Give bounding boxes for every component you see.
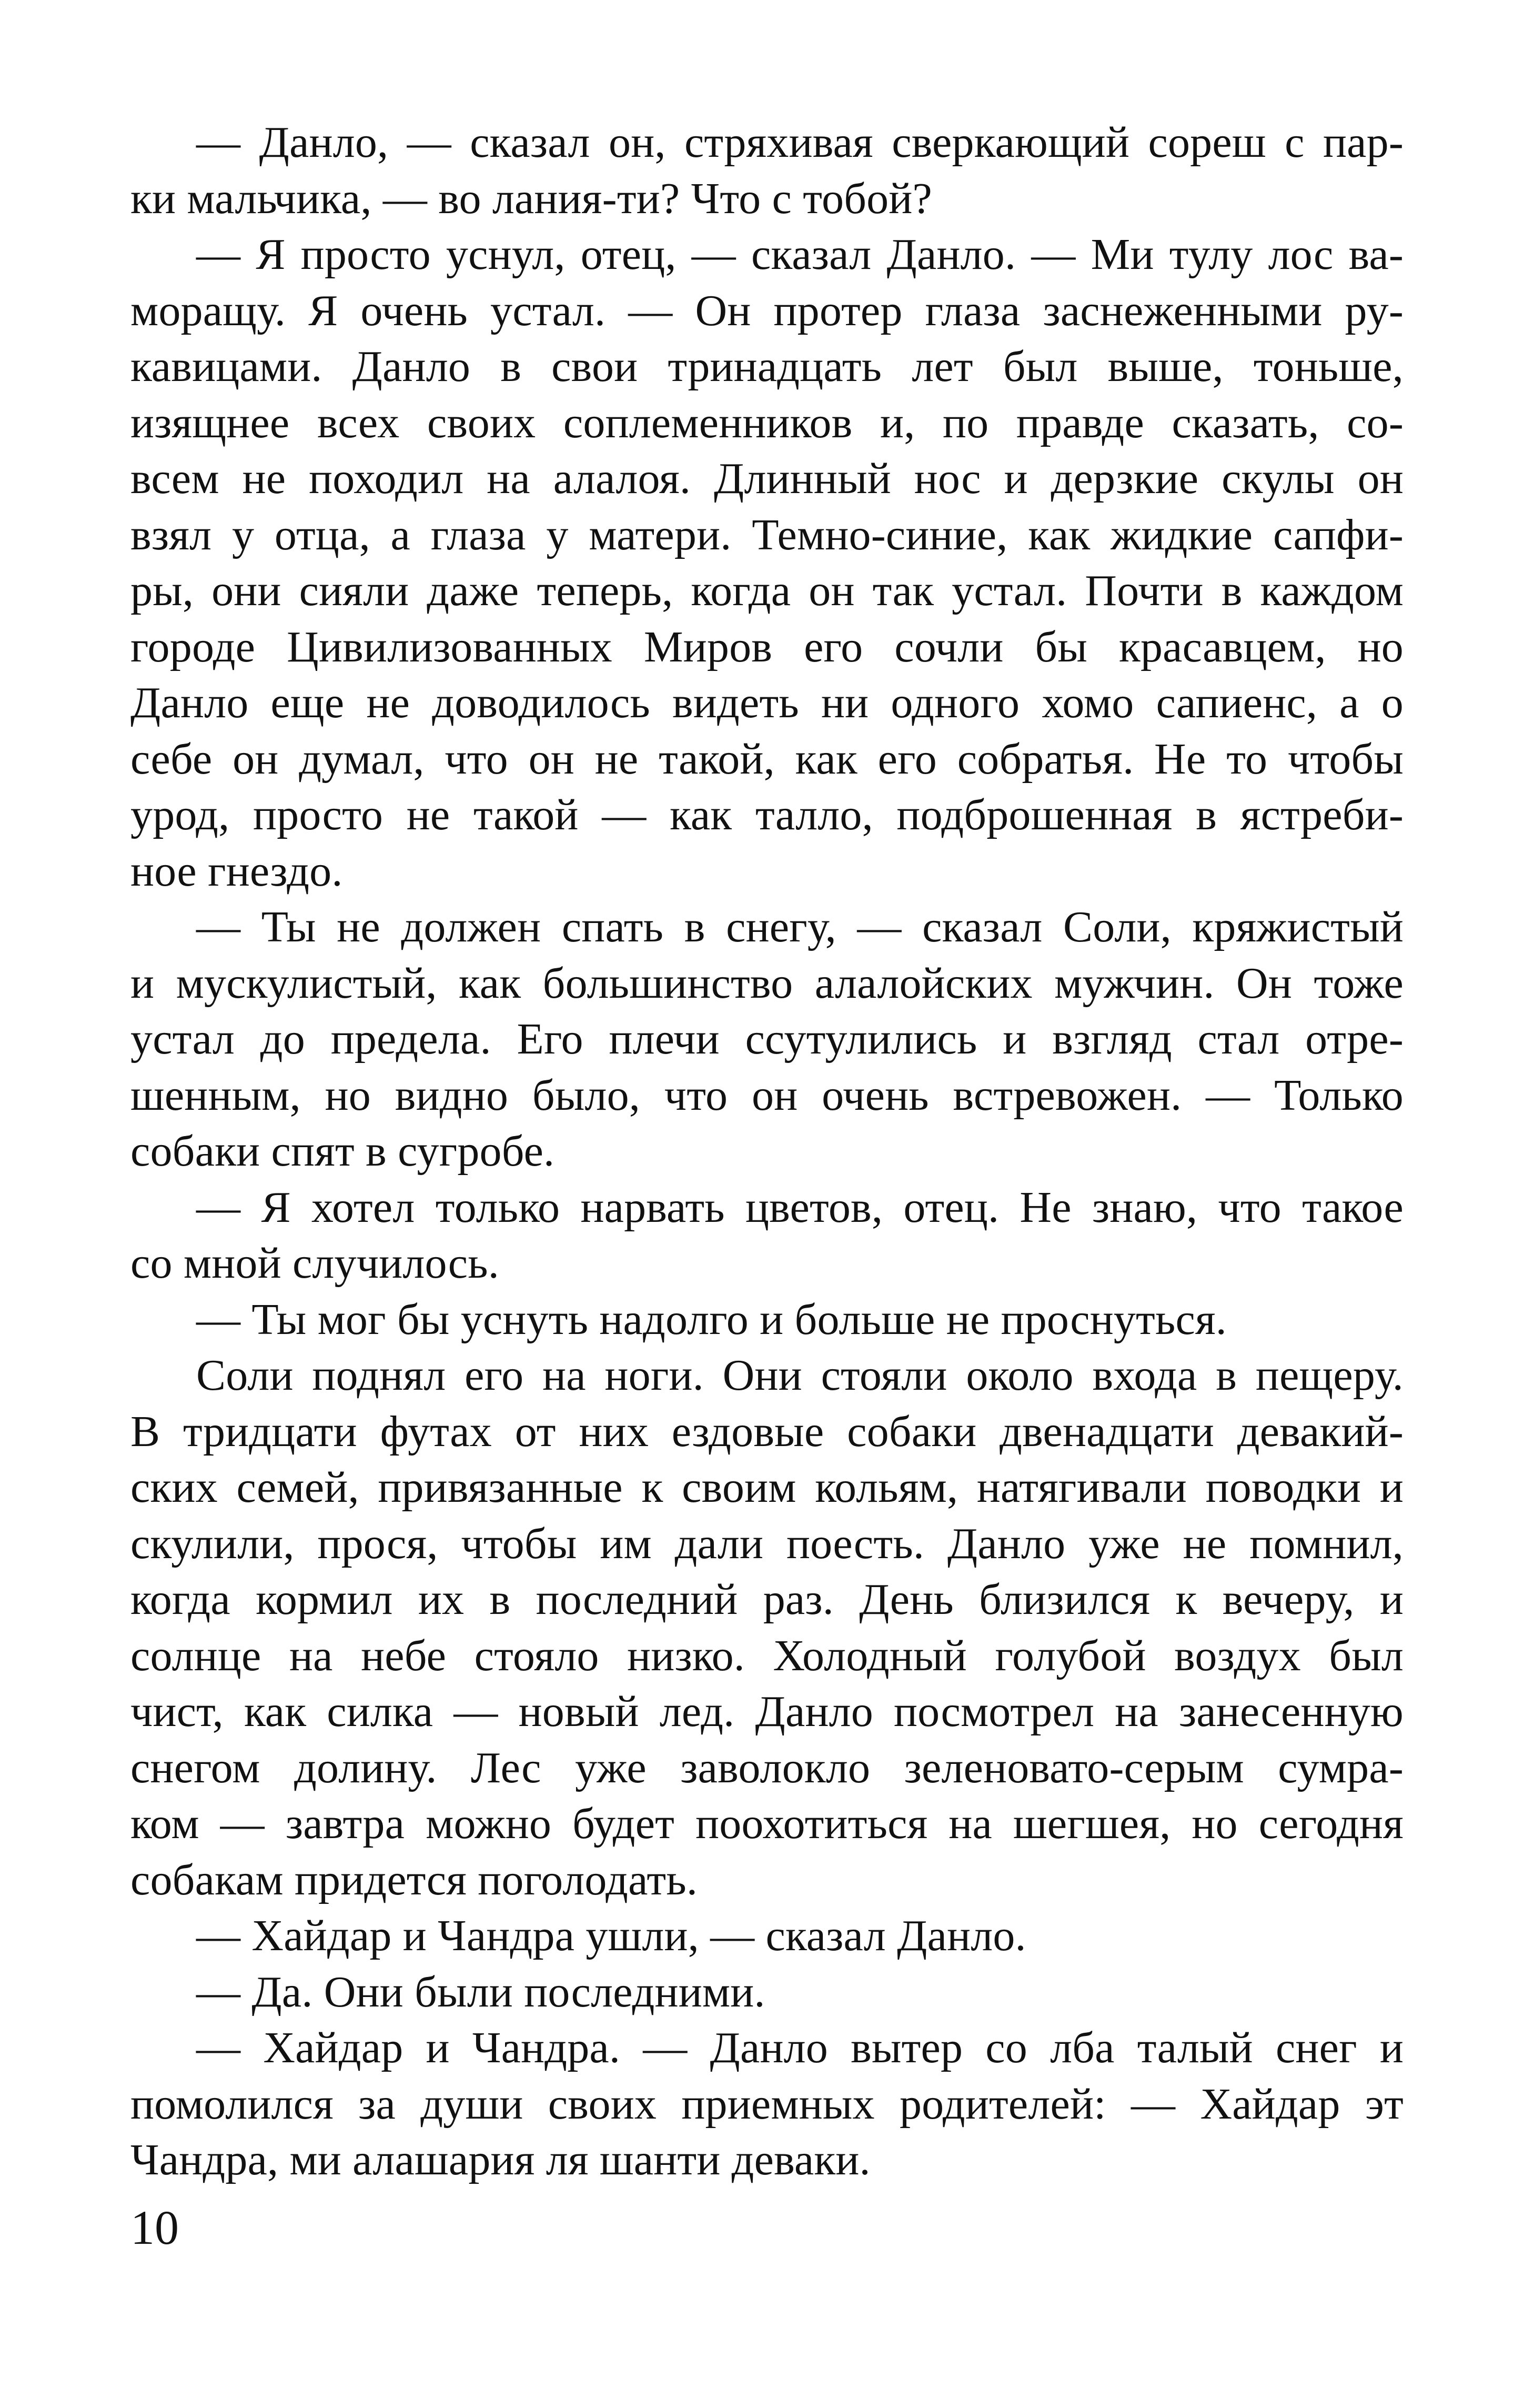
text-line: скулили, прося, чтобы им дали поесть. Данло уже не помнил,	[130, 1519, 1404, 1568]
text-line: себе он думал, что он не такой, как его собратья. Не то чтобы	[130, 734, 1404, 784]
text-line: Соли поднял его на ноги. Они стояли около входа в пещеру.	[196, 1351, 1404, 1400]
text-line: и мускулистый, как большинство алалойских мужчин. Он тоже	[130, 958, 1404, 1008]
text-line: — Хайдар и Чандра. — Данло вытер со лба талый снег и	[196, 2023, 1404, 2072]
text-line: — Да. Они были последними.	[196, 1967, 765, 2016]
text-line: ских семей, привязанные к своим кольям, натягивали поводки и	[130, 1463, 1404, 1512]
text-line: — Я просто уснул, отец, — сказал Данло. — Ми тулу лос ва-	[196, 230, 1404, 279]
text-line: изящнее всех своих соплеменников и, по правде сказать, со-	[130, 398, 1404, 447]
text-line: солнце на небе стояло низко. Холодный голубой воздух был	[130, 1631, 1404, 1680]
text-line: В тридцати футах от них ездовые собаки двенадцати девакий-	[130, 1407, 1404, 1456]
text-line: моращу. Я очень устал. — Он протер глаза заснеженными ру-	[130, 286, 1404, 335]
text-line: городе Цивилизованных Миров его сочли бы красавцем, но	[130, 622, 1404, 671]
text-line: когда кормил их в последний раз. День близился к вечеру, и	[130, 1575, 1404, 1624]
text-line: устал до предела. Его плечи ссутулились и взгляд стал отре-	[130, 1015, 1404, 1063]
text-line: помолился за души своих приемных родителей: — Хайдар эт	[130, 2079, 1404, 2129]
text-line: ком — завтра можно будет поохотиться на шегшея, но сегодня	[130, 1799, 1404, 1848]
text-line: со мной случилось.	[130, 1239, 499, 1288]
text-line: собакам придется поголодать.	[130, 1855, 698, 1904]
text-line: кавицами. Данло в свои тринадцать лет был выше, тоньше,	[130, 342, 1404, 391]
text-line: — Я хотел только нарвать цветов, отец. Не знаю, что такое	[196, 1182, 1404, 1232]
text-line: ры, они сияли даже теперь, когда он так устал. Почти в каждом	[130, 566, 1404, 615]
text-line: — Данло, — сказал он, стряхивая сверкающий сореш с пар-	[196, 118, 1404, 167]
text-line: шенным, но видно было, что он очень встревожен. — Только	[130, 1070, 1404, 1120]
text-line: — Хайдар и Чандра ушли, — сказал Данло.	[196, 1911, 1026, 1960]
text-line: всем не походил на алалоя. Длинный нос и дерзкие скулы он	[130, 454, 1404, 503]
text-line: взял у отца, а глаза у матери. Темно-синие, как жидкие сапфи-	[130, 510, 1404, 559]
text-line: Данло еще не доводилось видеть ни одного хомо сапиенс, а о	[130, 678, 1404, 727]
page-number: 10	[130, 2201, 179, 2254]
text-line: ки мальчика, — во лания-ти? Что с тобой?	[130, 174, 933, 223]
text-line: Чандра, ми алашария ля шанти деваки.	[130, 2135, 871, 2184]
text-line: снегом долину. Лес уже заволокло зеленовато-серым сумра-	[130, 1743, 1404, 1792]
body-text	[130, 115, 1404, 2189]
text-line: урод, просто не такой — как талло, подброшенная в ястреби-	[130, 790, 1404, 839]
text-line: собаки спят в сугробе.	[130, 1127, 555, 1176]
text-line: чист, как силка — новый лед. Данло посмотрел на занесенную	[130, 1687, 1404, 1736]
text-line: ное гнездо.	[130, 846, 343, 896]
text-line: — Ты мог бы уснуть надолго и больше не проснуться.	[196, 1295, 1227, 1344]
text-line: — Ты не должен спать в снегу, — сказал Соли, кряжистый	[196, 902, 1404, 951]
